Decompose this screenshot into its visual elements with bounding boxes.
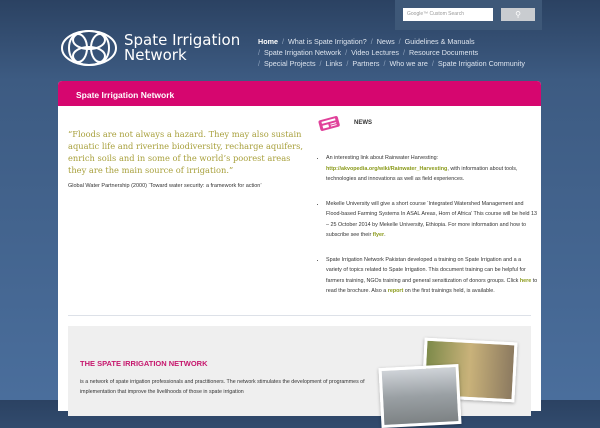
news-text: on the first trainings held, is available. — [403, 288, 495, 294]
nav-links[interactable]: Links — [325, 59, 343, 68]
nav-video[interactable]: Video Lectures — [351, 48, 399, 57]
news-text: Spate Irrigation Network Pakistan developed a training on Spate Irrigation and a a variety of topics related to Spate Irrigation. This document training can be helpful for farmers training, NGOs training and general sensitization of donors groups. Click — [326, 256, 526, 284]
newspaper-icon — [316, 115, 342, 131]
news-text: An interesting link about Rainwater Harvesting: — [326, 155, 439, 161]
content-panel — [58, 81, 541, 411]
flyer-link[interactable]: flyer — [372, 232, 385, 238]
news-item — [326, 199, 538, 241]
main-nav: Home / What is Spate Irrigation? / News / Guidelines & Manuals / Spate Irrigation Network / Video Lectures / Resource Documents / Special Projects / Links / Partners / Who we are / Spate Irrigation Community — [258, 37, 525, 68]
about-title: THE SPATE IRRIGATION NETWORK — [80, 359, 208, 368]
nav-who[interactable]: Who we are — [389, 59, 428, 68]
nav-projects[interactable]: Special Projects — [264, 59, 316, 68]
nav-what-is[interactable]: What is Spate Irrigation? — [287, 37, 367, 46]
search-input[interactable]: Google™ Custom Search — [403, 8, 493, 21]
nav-network[interactable]: Spate Irrigation Network — [264, 48, 342, 57]
news-item — [326, 255, 538, 297]
logo-line2: Network — [124, 46, 187, 64]
nav-guidelines[interactable]: Guidelines & Manuals — [404, 37, 475, 46]
news-text: , with information about tools, technologies and innovations as well as field experiences. — [326, 165, 518, 182]
nav-partners[interactable]: Partners — [352, 59, 380, 68]
nav-home[interactable]: Home — [258, 37, 278, 46]
logo-icon — [60, 28, 118, 68]
photo-landscape — [378, 364, 461, 428]
quote: “Floods are not always a hazard. They may also sustain aquatic life and riverine biodiversity, recharge aquifers, enrich soils and in some of the world’s poorest areas they are the main source of irrigation.” — [68, 129, 304, 175]
news-section — [316, 115, 538, 311]
news-text: . — [384, 232, 386, 238]
report-link[interactable]: report — [387, 288, 404, 294]
news-text: Mekelle University will give a short course ‘Integrated Watershed Management and Flood-based Farming Systems In ASAL Areas, Horn of Africa’ This course will be held 13 – 25 October 2014 by Mekelle University, Ethiopia. For more information and how to subscribe see their — [326, 200, 538, 238]
page-title: Spate Irrigation Network — [58, 81, 541, 106]
search-area — [395, 0, 542, 30]
search-button[interactable] — [501, 8, 535, 21]
divider — [68, 315, 531, 316]
about-section — [68, 326, 531, 416]
quote-citation: Global Water Partnership (2000) ‘Toward water security: a framework for action’ — [68, 183, 262, 189]
about-text: is a network of spate irrigation professionals and practitioners. The network stimulates the development of programmes of implementation that improve the livelihoods of those in spate irrigation — [80, 379, 365, 395]
nav-resources[interactable]: Resource Documents — [408, 48, 479, 57]
news-link[interactable]: http://akvopedia.org/wiki/Rainwater_Harvesting — [326, 165, 448, 172]
nav-news[interactable]: News — [376, 37, 395, 46]
news-item — [326, 153, 538, 185]
here-link[interactable]: here — [519, 277, 532, 284]
nav-community[interactable]: Spate Irrigation Community — [437, 59, 525, 68]
news-text: to read the brochure. Also a — [326, 277, 538, 294]
logo-line1: Spate Irrigation — [124, 31, 241, 49]
site-logo[interactable] — [60, 28, 240, 68]
news-heading: NEWS — [354, 120, 372, 126]
search-icon: ⚲ — [515, 10, 521, 19]
